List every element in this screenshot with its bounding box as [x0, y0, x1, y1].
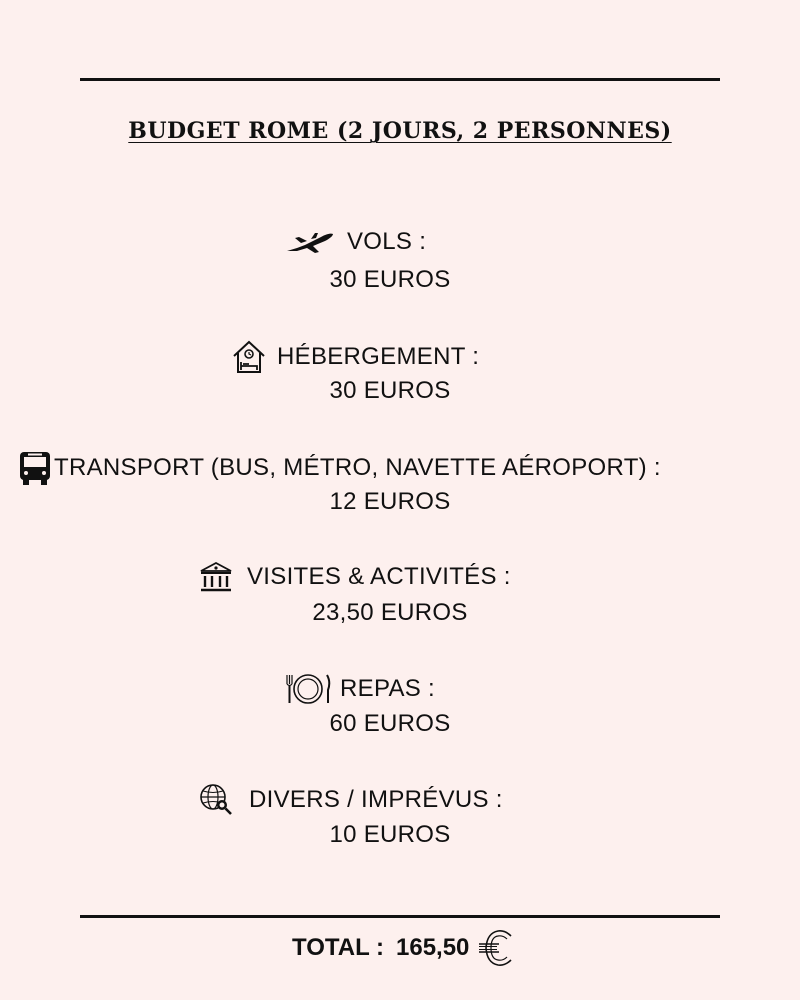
plate-cutlery-icon: [284, 672, 332, 706]
budget-item-label: DIVERS / IMPRÉVUS :: [249, 786, 503, 813]
budget-item-label: VISITES & ACTIVITÉS :: [247, 563, 511, 590]
budget-item-amount: 60 EUROS: [329, 710, 451, 737]
budget-item-amount: 10 EUROS: [329, 821, 451, 848]
museum-icon: [199, 561, 233, 593]
globe-search-icon: [199, 783, 233, 817]
euro-icon: [477, 928, 515, 968]
budget-item-label: VOLS :: [347, 228, 427, 255]
bus-icon: [18, 450, 52, 486]
total-row: [292, 928, 515, 968]
budget-item-amount: 23,50 EUROS: [312, 599, 468, 626]
budget-item-amount: 30 EUROS: [329, 266, 451, 293]
bottom-divider: [80, 915, 720, 918]
top-divider: [80, 78, 720, 81]
page-title: BUDGET ROME (2 JOURS, 2 PERSONNES): [128, 118, 672, 144]
budget-item-amount: 12 EUROS: [329, 488, 451, 515]
budget-item-label: REPAS :: [340, 675, 436, 702]
house-icon: [231, 339, 267, 375]
total-value: 165,50: [396, 934, 470, 961]
budget-item-label: HÉBERGEMENT :: [277, 343, 480, 370]
budget-item-amount: 30 EUROS: [329, 377, 451, 404]
total-label: TOTAL :: [292, 934, 384, 961]
airplane-icon: [285, 229, 335, 255]
budget-item-label: TRANSPORT (BUS, MÉTRO, NAVETTE AÉROPORT) :: [54, 454, 661, 481]
